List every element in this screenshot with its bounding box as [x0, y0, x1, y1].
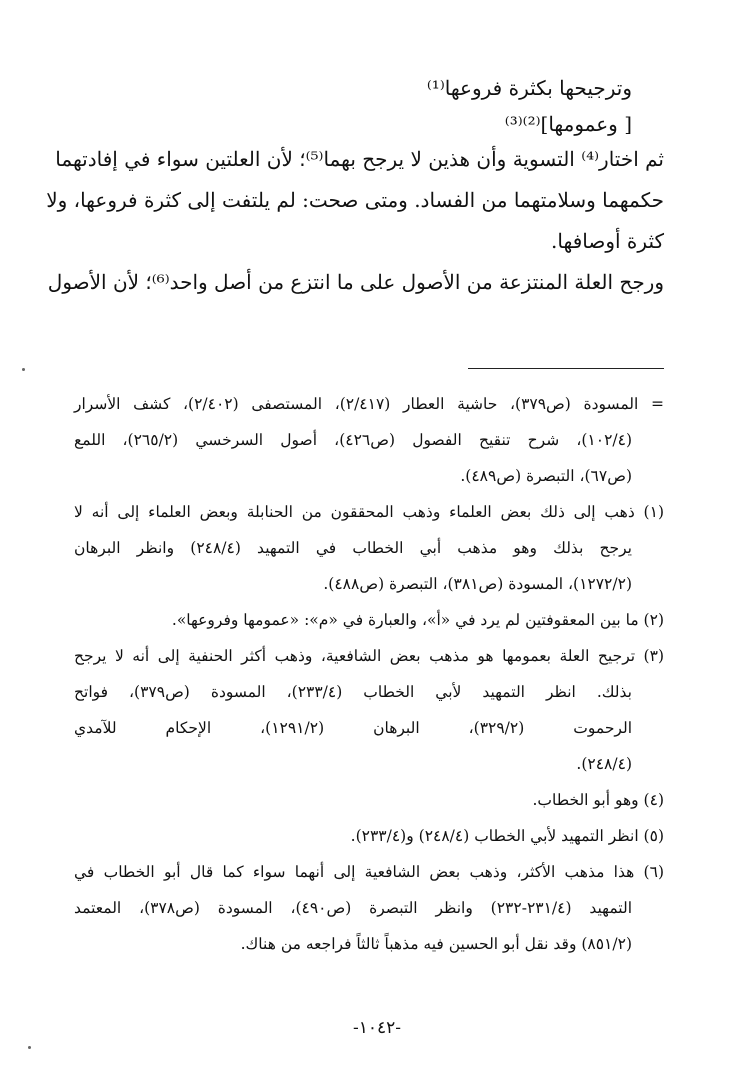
footnote-line: (٦) هذا مذهب الأكثر، وذهب بعض الشافعية إلى أنهما سواء كما قال أبو الخطاب في	[74, 863, 664, 881]
footnote-line: (١) ذهب إلى ذلك بعض العلماء وذهب المحققون من الحنابلة وبعض العلماء إلى أنه لا	[74, 503, 664, 521]
footnote-line: (٢) ما بين المعقوفتين لم يرد في «أ»، والعبارة في «م»: «عمومها وفروعها».	[171, 611, 664, 629]
footnote-line: (٥) انظر التمهيد لأبي الخطاب (٢٤٨/٤) و(٢٣٣/٤).	[350, 827, 664, 845]
footnote-line: التمهيد (٢٣١/٤-٢٣٢) وانظر التبصرة (ص٤٩٠)، المسودة (ص٣٧٨)، المعتمد	[74, 899, 632, 917]
main-line: ثم اختار⁽⁴⁾ التسوية وأن هذين لا يرجح بهما⁽⁵⁾؛ لأن العلتين سواء في إفادتهما	[55, 147, 664, 171]
footnote-line: (٨٥١/٢) وقد نقل أبو الحسين فيه مذهباً ثالثاً فراجعه من هناك.	[240, 935, 632, 953]
main-line: حكمهما وسلامتهما من الفساد. ومتى صحت: لم يلتفت إلى كثرة فروعها، ولا	[46, 188, 664, 212]
main-line: ورجح العلة المنتزعة من الأصول على ما انتزع من أصل واحد⁽⁶⁾؛ لأن الأصول	[47, 270, 664, 294]
scan-speck	[22, 368, 25, 371]
footnote-line: الرحموت (٣٢٩/٢)، البرهان (١٢٩١/٢)، الإحكام للآمدي	[74, 719, 633, 737]
footnote-line: (ص٦٧)، التبصرة (ص٤٨٩).	[460, 467, 632, 485]
footnote-line: = المسودة (ص٣٧٩)، حاشية العطار (٢/٤١٧)، المستصفى (٢/٤٠٢)، كشف الأسرار	[74, 395, 664, 413]
main-line: كثرة أوصافها.	[551, 229, 664, 253]
scan-speck	[28, 1046, 31, 1049]
footnote-line: (٤) وهو أبو الخطاب.	[532, 791, 664, 809]
footnote-line: بذلك. انظر التمهيد لأبي الخطاب (٢٣٣/٤)، المسودة (ص٣٧٩)، فواتح	[74, 683, 632, 701]
footnotes	[74, 386, 664, 962]
footnote-line: (١٠٢/٤)، شرح تنقيح الفصول (ص٤٢٦)، أصول السرخسي (٢٦٥/٢)، اللمع	[74, 431, 633, 449]
footnote-separator	[468, 368, 664, 369]
main-line: [ وعمومها]⁽²⁾⁽³⁾	[504, 112, 632, 136]
footnote-line: (١٢٧٢/٢)، المسودة (ص٣٨١)، التبصرة (ص٤٨٨).	[323, 575, 632, 593]
footnote-line: (٢٤٨/٤).	[576, 755, 632, 773]
main-text	[46, 68, 664, 303]
footnote-line: يرجح بذلك وهو مذهب أبي الخطاب في التمهيد (٢٤٨/٤) وانظر البرهان	[74, 539, 633, 557]
main-line: وترجيحها بكثرة فروعها⁽¹⁾	[426, 76, 632, 100]
footnote-line: (٣) ترجيح العلة بعمومها هو مذهب بعض الشافعية، وذهب أكثر الحنفية إلى أنه لا يرجح	[74, 647, 664, 665]
page-number: -١٠٤٢-	[352, 1018, 402, 1038]
